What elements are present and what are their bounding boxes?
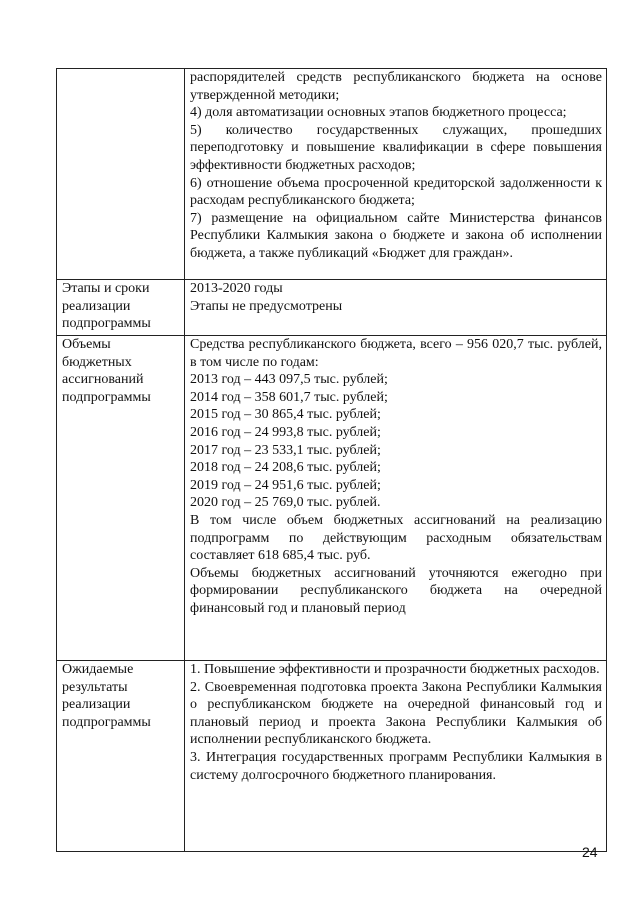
funding-content [185, 336, 607, 661]
table-row-indicators [57, 69, 607, 280]
funding-year-2018: 2018 год – 24 208,6 тыс. рублей; [190, 460, 381, 476]
page-number: 24 [582, 844, 598, 860]
stages-period: 2013-2020 годы [190, 281, 283, 296]
funding-year-2013: 2013 год – 443 097,5 тыс. рублей; [190, 372, 388, 388]
indicator-4: 4) доля автоматизации основных этапов бюджетного процесса; [190, 105, 567, 121]
row-label-stages: Этапы и сроки реализации подпрограммы [57, 280, 185, 336]
indicator-5: 5) количество государственных служащих, прошедших переподготовку и повышение квалификации в сфере повышения эффективности бюджетных расходов; [190, 122, 602, 173]
funding-current-obligations: В том числе объем бюджетных ассигнований на реализацию подпрограмм по действующим расходным обязательствам составляет 618 685,4 тыс. руб. [190, 512, 602, 564]
funding-year-2020: 2020 год – 25 769,0 тыс. рублей. [190, 495, 381, 511]
expected-result-2: 2. Своевременная подготовка проекта Закона Республики Калмыкия о республиканском бюджете на очередной финансовый год и плановый период и проекта Закона Республики Калмыкия об исполнении республиканского бюджета. [190, 679, 602, 748]
indicators-content [185, 69, 607, 280]
row-label-expected-results: Ожидаемые результаты реализации подпрограммы [57, 661, 185, 852]
funding-total: Средства республиканского бюджета, всего – 956 020,7 тыс. рублей, в том числе по годам: [190, 337, 602, 370]
stages-content [185, 280, 607, 336]
expected-results-content [185, 661, 607, 852]
indicator-7: 7) размещение на официальном сайте Министерства финансов Республики Калмыкия закона о бюджете и закона об исполнении бюджета, а также публикаций «Бюджет для граждан». [190, 210, 602, 261]
funding-annual-adjustment: Объемы бюджетных ассигнований уточняются ежегодно при формировании республиканского бюджета на очередной финансовый год и плановый период [190, 565, 602, 616]
funding-year-2017: 2017 год – 23 533,1 тыс. рублей; [190, 442, 381, 458]
expected-result-1: 1. Повышение эффективности и прозрачности бюджетных расходов. [190, 662, 600, 677]
funding-year-2016: 2016 год – 24 993,8 тыс. рублей; [190, 424, 381, 440]
row-label-funding: Объемы бюджетных ассигнований подпрограммы [57, 336, 185, 661]
table-row-funding [57, 336, 607, 661]
indicator-6: 6) отношение объема просроченной кредиторской задолженности к расходам республиканского бюджета; [190, 175, 602, 209]
indicator-3-continuation: распорядителей средств республиканского бюджета на основе утвержденной методики; [190, 70, 602, 103]
funding-year-2015: 2015 год – 30 865,4 тыс. рублей; [190, 407, 381, 423]
table-row-expected-results [57, 661, 607, 852]
expected-result-3: 3. Интеграция государственных программ Республики Калмыкия в систему долгосрочного бюджетного планирования. [190, 749, 602, 783]
stages-note: Этапы не предусмотрены [190, 298, 343, 314]
row-label-indicators [57, 69, 185, 280]
subprogram-passport-table [56, 68, 607, 852]
funding-year-2019: 2019 год – 24 951,6 тыс. рублей; [190, 477, 381, 493]
table-row-stages [57, 280, 607, 336]
funding-year-2014: 2014 год – 358 601,7 тыс. рублей; [190, 389, 388, 405]
